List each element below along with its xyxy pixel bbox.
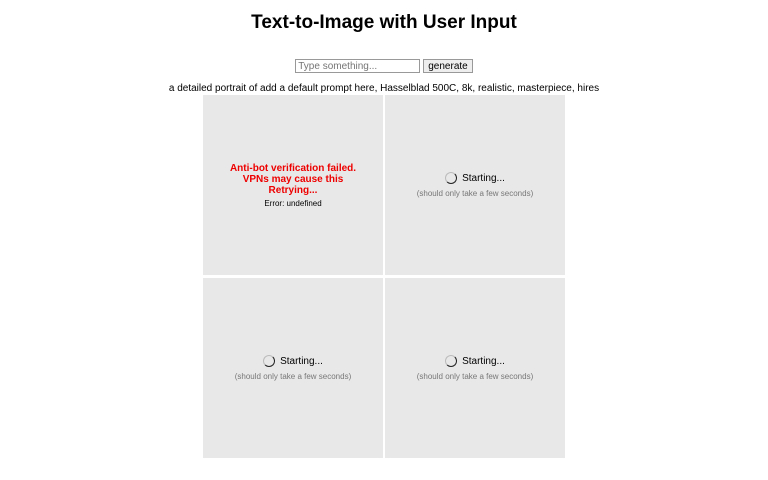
status-text: Starting... (462, 355, 505, 367)
prompt-form (0, 59, 768, 73)
error-detail: Error: undefined (264, 198, 322, 208)
prompt-input[interactable] (295, 59, 420, 73)
status-text: Starting... (462, 172, 505, 184)
full-prompt-text: a detailed portrait of add a default prompt here, Hasselblad 500C, 8k, realistic, masterpiece, hires (168, 83, 600, 94)
status-hint: (should only take a few seconds) (416, 372, 534, 381)
image-cell-loading (385, 278, 565, 458)
spinner-icon (263, 355, 275, 367)
spinner-icon (445, 355, 457, 367)
status-text: Starting... (280, 355, 323, 367)
spinner-icon (445, 172, 457, 184)
page-title: Text-to-Image with User Input (251, 12, 517, 33)
image-cell-loading (203, 278, 383, 458)
image-grid (203, 95, 565, 458)
status-hint: (should only take a few seconds) (416, 189, 534, 198)
error-message: Anti-bot verification failed. VPNs may cause this Retrying... (229, 162, 357, 196)
image-cell-error (203, 95, 383, 275)
status-hint: (should only take a few seconds) (234, 372, 352, 381)
image-cell-loading (385, 95, 565, 275)
generate-button[interactable]: generate (423, 59, 472, 73)
